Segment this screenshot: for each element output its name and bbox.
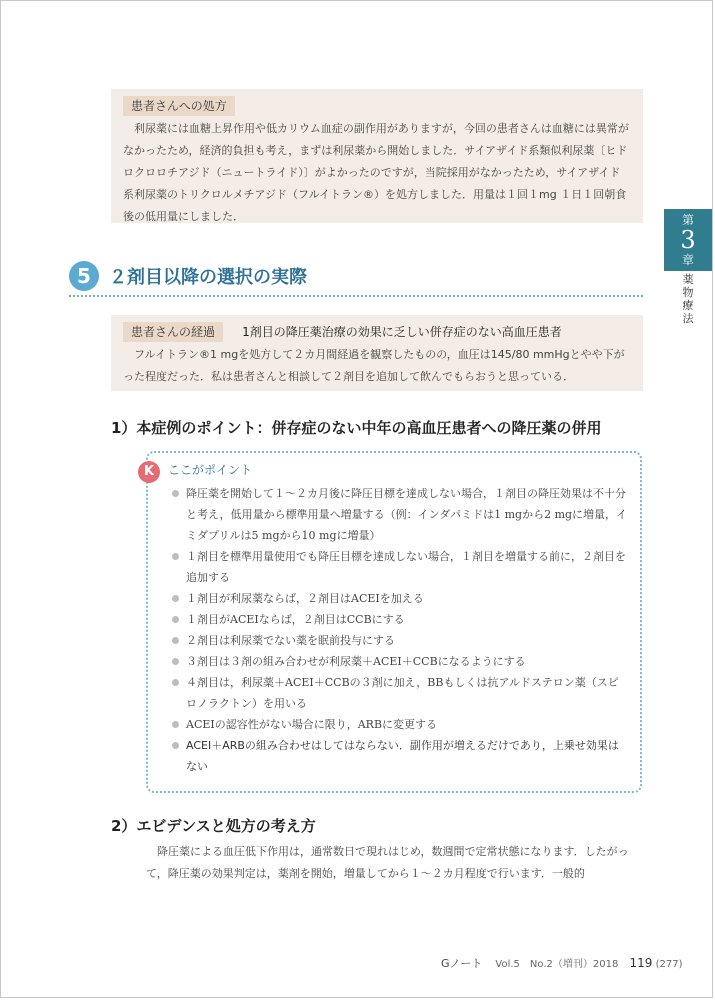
point-item: １剤目を標準用量使用でも降圧目標を達成しない場合，１剤目を増量する前に，２剤目を追加する (172, 546, 628, 588)
point-list (172, 483, 628, 777)
chapter-number: 3 (680, 226, 696, 254)
heading-case-points: 1）本症例のポイント：併存症のない中年の高血圧患者への降圧薬の併用 (111, 419, 602, 437)
point-item: １剤目がACEIならば，２剤目はCCBにする (172, 609, 628, 630)
point-item: ACEIの認容性がない場合に限り，ARBに変更する (172, 714, 628, 735)
page-number: 119 (629, 956, 653, 970)
point-item: ４剤目は，利尿薬＋ACEI＋CCBの３剤に加え，BBもしくは抗アルドステロン薬（スピロノラクトン）を用いる (172, 672, 628, 714)
heading-evidence: 2）エビデンスと処方の考え方 (111, 817, 316, 835)
prescription-text: 利尿薬には血糖上昇作用や低カリウム血症の副作用がありますが，今回の患者さんは血糖には異常がなかったため，経済的負担も考え，まずは利尿薬から開始しました．サイアザイド系類似利尿薬〔ヒドロクロロチアジド（ニュートライド）〕がよかったのですが，当院採用がなかったため，サイアザイド系利尿薬のトリクロルメチアジド（フルイトラン®）を処方しました．用量は１回１mg １日１回朝食後の低用量にしました． (123, 122, 629, 223)
point-icon: K (138, 461, 160, 483)
journal-name: Gノート (441, 957, 483, 970)
chapter-side-title: 薬物療法 (682, 273, 694, 325)
course-box (111, 315, 643, 391)
section-title: ２剤目以降の選択の実際 (109, 267, 307, 288)
point-item: ２剤目は利尿薬でない薬を眠前投与にする (172, 630, 628, 651)
point-title: ここがポイント (168, 463, 253, 477)
point-item: １剤目が利尿薬ならば，２剤目はACEIを加える (172, 588, 628, 609)
chapter-label-top: 第 (681, 213, 694, 227)
point-box (143, 451, 642, 793)
body-paragraph: 降圧薬による血圧低下作用は，通常数日で現れはじめ，数週間で定常状態になります．したがって，降圧薬の効果判定は，薬剤を開始，増量してから１～２カ月程度で行います．一般的 (146, 845, 629, 880)
page-total: (277) (655, 959, 683, 970)
section-number-badge: 5 (69, 261, 99, 291)
journal-volume: Vol.5 No.2（増刊）2018 (495, 959, 619, 970)
chapter-label-bottom: 章 (681, 253, 694, 267)
course-text: フルイトラン®1 mgを処方して２カ月間経過を観察したものの，血圧は145/80 mmHgとやや下がった程度だった．私は患者さんと相談して２剤目を追加して飲んでもらおうと思っている． (123, 348, 625, 383)
prescription-tag: 患者さんへの処方 (123, 96, 235, 116)
chapter-tab (664, 209, 712, 271)
point-item: 降圧薬を開始して１～２カ月後に降圧目標を達成しない場合，１剤目の降圧効果は不十分と考え，低用量から標準用量へ増量する（例：インダパミドは1 mgから2 mgに増量，イミダプリルは5 mgから10 mgに増量） (172, 483, 628, 546)
point-item: ３剤目は３剤の組み合わせが利尿薬＋ACEI＋CCBになるようにする (172, 651, 628, 672)
course-subtitle: 1剤目の降圧薬治療の効果に乏しい併存症のない高血圧患者 (242, 325, 562, 339)
page-footer (441, 955, 682, 971)
section-5-header (69, 259, 643, 297)
point-item: ACEI＋ARBの組み合わせはしてはならない．副作用が増えるだけであり，上乗せ効果はない (172, 735, 628, 777)
prescription-box (111, 89, 643, 223)
course-tag: 患者さんの経過 (123, 322, 223, 342)
